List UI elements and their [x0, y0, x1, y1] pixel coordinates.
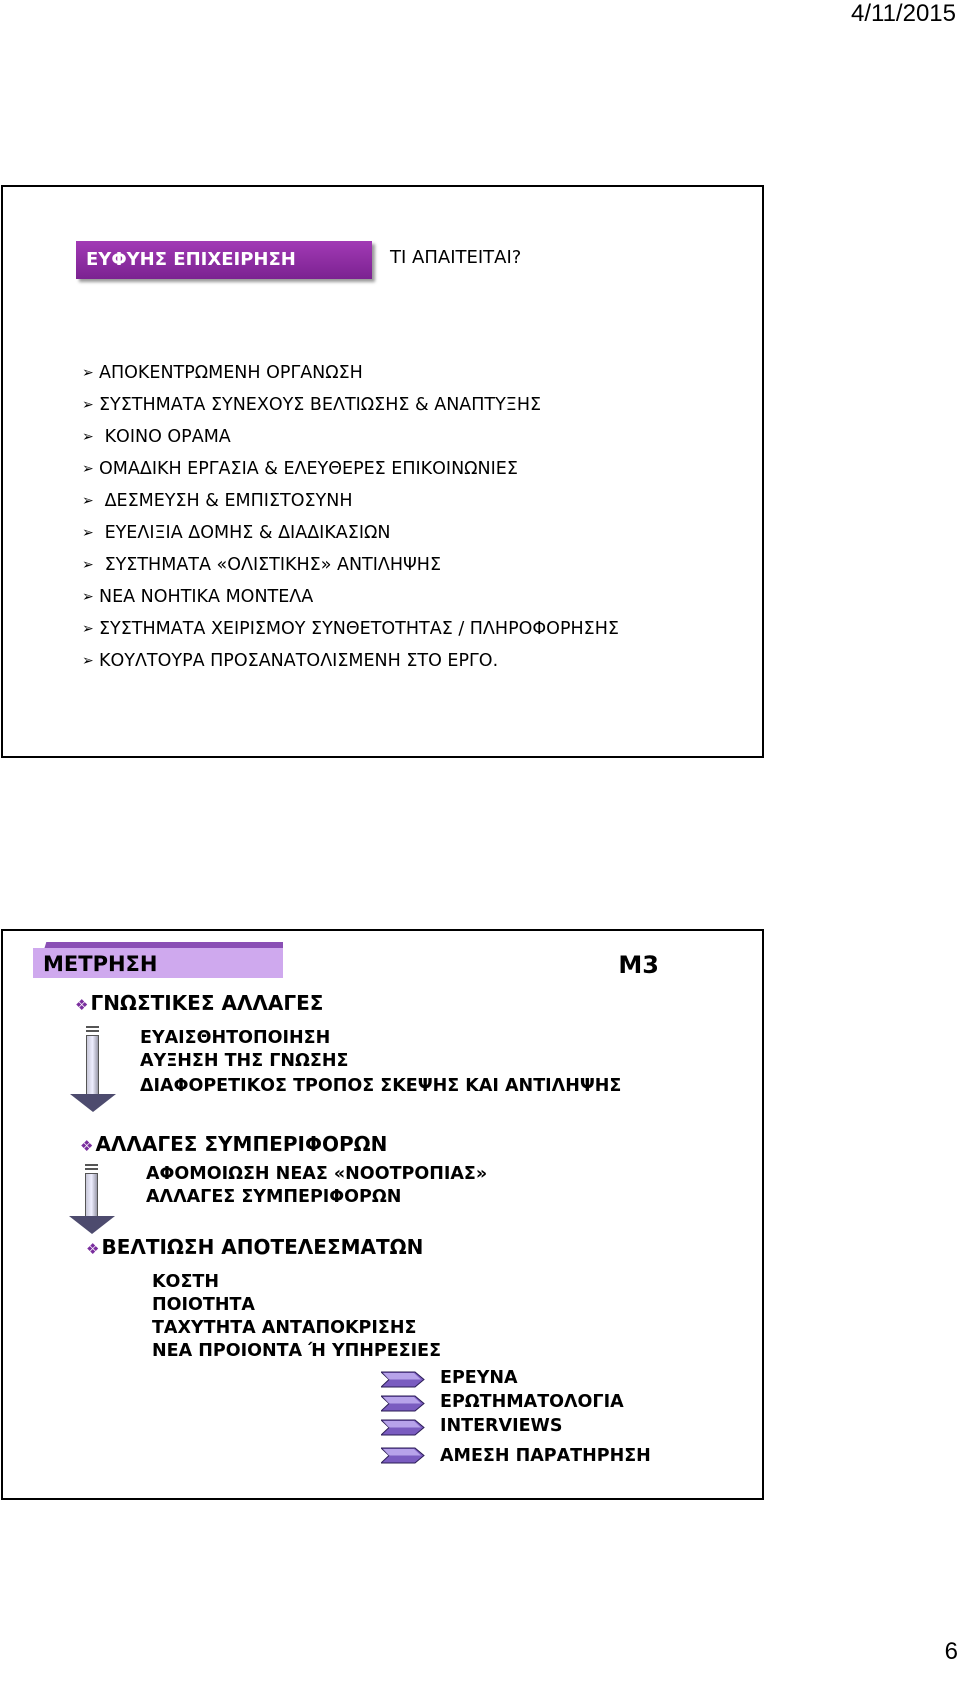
- arrow-bullet-icon: ➢: [82, 653, 94, 669]
- list-item: ➢ ΝΕΑ ΝΟΗΤΙΚΑ ΜΟΝΤΕΛΑ: [82, 581, 619, 613]
- list-item: ➢ ΚΟΥΛΤΟΥΡΑ ΠΡΟΣΑΝΑΤΟΛΙΣΜΕΝΗ ΣΤΟ ΕΡΓΟ.: [82, 645, 619, 677]
- list-item: ➢ ΣΥΣΤΗΜΑΤΑ ΧΕΙΡΙΣΜΟΥ ΣΥΝΘΕΤΟΤΗΤΑΣ / ΠΛΗΡΟΦΟΡΗΣΗΣ: [82, 613, 619, 645]
- page-number: 6: [944, 1638, 958, 1665]
- method-item: ΕΡΩΤΗΜΑΤΟΛΟΓΙΑ: [440, 1392, 624, 1412]
- method-item: ΕΡΕΥΝΑ: [440, 1368, 518, 1388]
- section-heading-results: ❖ ΒΕΛΤΙΩΣΗ ΑΠΟΤΕΛΕΣΜΑΤΩΝ: [86, 1235, 424, 1259]
- list-item: ΠΟΙΟΤΗΤΑ: [152, 1295, 255, 1315]
- list-item: ΑΥΞΗΣΗ ΤΗΣ ΓΝΩΣΗΣ: [140, 1051, 349, 1071]
- list-item: ➢ ΣΥΣΤΗΜΑΤΑ «ΟΛΙΣΤΙΚΗΣ» ΑΝΤΙΛΗΨΗΣ: [82, 549, 619, 581]
- list-item: ➢ ΔΕΣΜΕΥΣΗ & ΕΜΠΙΣΤΟΣΥΝΗ: [82, 485, 619, 517]
- method-item: INTERVIEWS: [440, 1416, 563, 1436]
- slide-2: [1, 929, 764, 1500]
- list-item: ΝΕΑ ΠΡΟΙΟΝΤΑ Ή ΥΠΗΡΕΣΙΕΣ: [152, 1341, 442, 1361]
- requirements-list: [82, 357, 619, 677]
- chevron-arrow-icon: [381, 1371, 425, 1388]
- list-item: ΕΥΑΙΣΘΗΤΟΠΟΙΗΣΗ: [140, 1028, 331, 1048]
- list-item: ΤΑΧΥΤΗΤΑ ΑΝΤΑΠΟΚΡΙΣΗΣ: [152, 1318, 417, 1338]
- slide-1-question: ΤΙ ΑΠΑΙΤΕΙΤΑΙ?: [390, 247, 522, 268]
- list-item: ➢ ΟΜΑΔΙΚΗ ΕΡΓΑΣΙΑ & ΕΛΕΥΘΕΡΕΣ ΕΠΙΚΟΙΝΩΝΙΕΣ: [82, 453, 619, 485]
- list-item: ΑΛΛΑΓΕΣ ΣΥΜΠΕΡΙΦΟΡΩΝ: [146, 1187, 402, 1207]
- arrow-bullet-icon: ➢: [82, 589, 94, 605]
- list-item: ➢ ΣΥΣΤΗΜΑΤΑ ΣΥΝΕΧΟΥΣ ΒΕΛΤΙΩΣΗΣ & ΑΝΑΠΤΥΞΗΣ: [82, 389, 619, 421]
- list-item: ΑΦΟΜΟΙΩΣΗ ΝΕΑΣ «ΝΟΟΤΡΟΠΙΑΣ»: [146, 1164, 488, 1184]
- section-heading-behavioral: ❖ ΑΛΛΑΓΕΣ ΣΥΜΠΕΡΙΦΟΡΩΝ: [80, 1132, 388, 1156]
- down-arrow-icon: [70, 1026, 116, 1112]
- section-heading-cognitive: ❖ ΓΝΩΣΤΙΚΕΣ ΑΛΛΑΓΕΣ: [75, 991, 324, 1015]
- down-arrow-icon: [69, 1164, 115, 1234]
- list-item: ➢ ΕΥΕΛΙΞΙΑ ΔΟΜΗΣ & ΔΙΑΔΙΚΑΣΙΩΝ: [82, 517, 619, 549]
- arrow-bullet-icon: ➢: [82, 525, 94, 541]
- chevron-arrow-icon: [381, 1447, 425, 1464]
- list-item: ΔΙΑΦΟΡΕΤΙΚΟΣ ΤΡΟΠΟΣ ΣΚΕΨΗΣ ΚΑΙ ΑΝΤΙΛΗΨΗΣ: [140, 1076, 622, 1096]
- slide-2-title: ΜΕΤΡΗΣΗ: [43, 952, 158, 976]
- arrow-bullet-icon: ➢: [82, 365, 94, 381]
- method-item: ΑΜΕΣΗ ΠΑΡΑΤΗΡΗΣΗ: [440, 1446, 651, 1466]
- arrow-bullet-icon: ➢: [82, 397, 94, 413]
- slide-code: Μ3: [618, 951, 659, 979]
- chevron-arrow-icon: [381, 1419, 425, 1436]
- diamond-bullet-icon: ❖: [75, 996, 89, 1014]
- arrow-bullet-icon: ➢: [82, 621, 94, 637]
- arrow-bullet-icon: ➢: [82, 557, 94, 573]
- arrow-bullet-icon: ➢: [82, 493, 94, 509]
- date-header: 4/11/2015: [851, 0, 956, 27]
- slide-1-title: ΕΥΦΥΗΣ ΕΠΙΧΕΙΡΗΣΗ: [76, 241, 372, 279]
- arrow-bullet-icon: ➢: [82, 461, 94, 477]
- slide-2-title-tab: [33, 942, 283, 978]
- diamond-bullet-icon: ❖: [86, 1240, 100, 1258]
- diamond-bullet-icon: ❖: [80, 1137, 94, 1155]
- list-item: ΚΟΣΤΗ: [152, 1272, 219, 1292]
- chevron-arrow-icon: [381, 1395, 425, 1412]
- slide-1: [1, 185, 764, 758]
- list-item: ➢ ΚΟΙΝΟ ΟΡΑΜΑ: [82, 421, 619, 453]
- arrow-bullet-icon: ➢: [82, 429, 94, 445]
- list-item: ➢ ΑΠΟΚΕΝΤΡΩΜΕΝΗ ΟΡΓΑΝΩΣΗ: [82, 357, 619, 389]
